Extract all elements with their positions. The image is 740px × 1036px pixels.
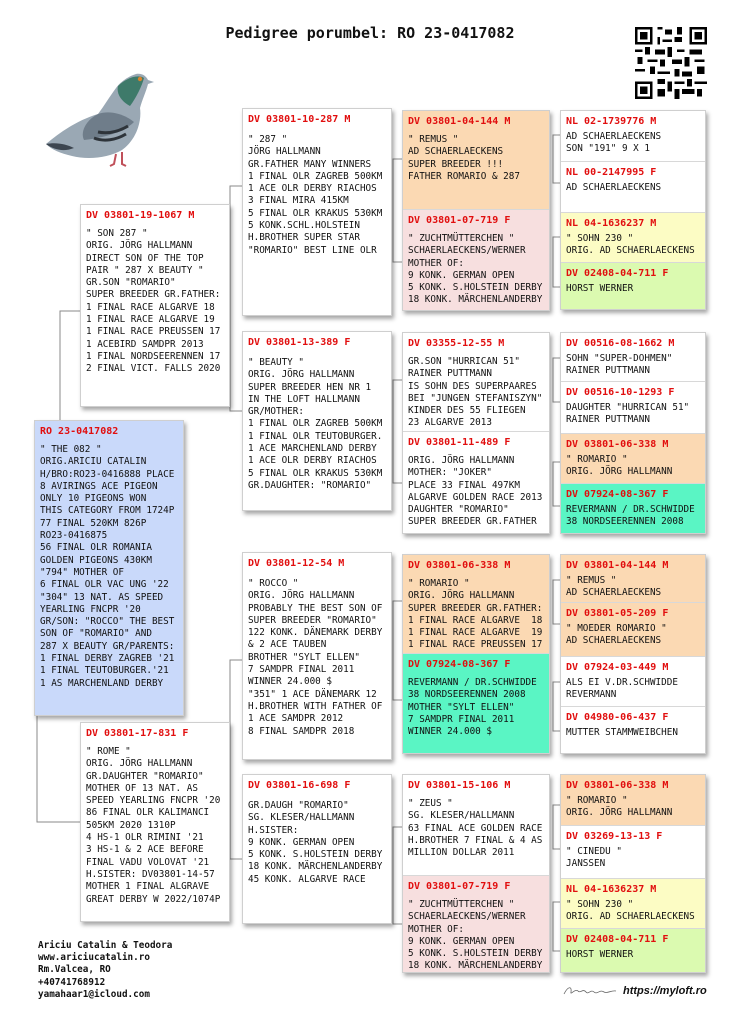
pigeon-details: SOHN "SUPER-DOHMEN" RAINER PUTTMANN (566, 353, 673, 377)
card-segment (561, 555, 705, 602)
card-segment (403, 333, 549, 431)
pigeon-details: AD SCHAERLAECKENS SON "191" 9 X 1 (566, 131, 662, 155)
card-segment (35, 421, 183, 716)
owner-contact (38, 940, 172, 1001)
card-segment (403, 431, 549, 534)
pigeon-details: DAUGHTER "HURRICAN 51" RAINER PUTTMANN (566, 402, 690, 426)
ring-number: DV 03801-19-1067 M (86, 210, 195, 221)
ring-number: RO 23-0417082 (40, 426, 119, 437)
pigeon-details: MUTTER STAMMWEIBCHEN (566, 727, 678, 738)
pedigree-card-grandparent[interactable] (242, 331, 392, 511)
pigeon-details: HORST WERNER (566, 949, 634, 960)
ring-number: DV 07924-03-449 M (566, 662, 669, 673)
pigeon-details: " ZUCHTMÜTTERCHEN " SCHAERLAECKENS/WERNER MOTHER OF: 9 KONK. GERMAN OPEN 5 KONK. S.HOLSTEIN DERBY 18 KONK. MÄRCHENLANDERBY (408, 899, 543, 972)
card-segment (561, 111, 705, 161)
ring-number: DV 03801-17-831 F (86, 728, 189, 739)
pigeon-details: " ROME " ORIG. JÖRG HALLMANN GR.DAUGHTER "ROMARIO" MOTHER OF 13 NAT. AS SPEED YEARLING FNCPR '20 86 FINAL OLR KALIMANCI 505KM 2020 1310P 4 HS-1 OLR RIMINI '21 3 HS-1 & 2 ACE BEFORE FINAL VADU VOLOVAT '21 H.SISTER: DV03801-14-57 MOTHER 1 FINAL ALGRAVE GREAT DERBY W 2022/1074P (86, 746, 221, 905)
pigeon-details: " THE 082 " ORIG.ARICIU CATALIN H/BRO:RO23-0416888 PLACE 8 AVIRINGS ACE PIGEON ONLY 10 PIGEONS WON THIS CATEGORY FROM 1724P 77 FINAL 520KM 826P RO23-0416875 56 FINAL OLR ROMANIA GOLDEN PIGEONS 430KM "794" MOTHER OF 6 FINAL OLR VAC UNG '22 "304" 13 NAT. AS SPEED YEARLING FNCPR '20 GR/SON: "ROCCO" THE BEST SON OF "ROMARIO" AND 287 X BEAUTY GR/PARENTS: 1 FINAL DERBY ZAGREB '21 1 FINAL TEUTOBURGER.'21 1 AS MARCHENLAND DERBY (40, 444, 175, 689)
pedigree-card-gg-grandparent-group[interactable] (560, 110, 706, 310)
pedigree-card-great-grandparent-pair[interactable] (402, 110, 550, 311)
ring-number: DV 02408-04-711 F (566, 934, 669, 945)
pedigree-card-grandparent[interactable] (242, 774, 392, 924)
card-segment (243, 775, 391, 924)
card-segment (561, 212, 705, 262)
pigeon-details: " REMUS " AD SCHAERLAECKENS (566, 575, 662, 599)
pigeon-details: " SOHN 230 " ORIG. AD SCHAERLAECKENS (566, 899, 695, 923)
card-segment (561, 878, 705, 928)
ring-number: DV 03801-05-209 F (566, 608, 669, 619)
pigeon-details: " ZEUS " SG. KLESER/HALLMANN 63 FINAL ACE GOLDEN RACE H.BROTHER 7 FINAL & 4 AS MILLION DOLLAR 2011 (408, 798, 543, 859)
card-segment (403, 209, 549, 311)
pigeon-details: " ROMARIO " ORIG. JÖRG HALLMANN (566, 795, 673, 819)
ring-number: DV 03801-15-106 M (408, 780, 511, 791)
ring-number: DV 03801-06-338 M (566, 780, 669, 791)
pigeon-details: " SON 287 " ORIG. JÖRG HALLMANN DIRECT SON OF THE TOP PAIR " 287 X BEAUTY " GR.SON "ROMARIO" SUPER BREEDER GR.FATHER: 1 FINAL RACE ALGARVE 18 1 FINAL RACE ALGARVE 19 1 FINAL RACE PREUSSEN 17 1 ACEBIRD SAMDPR 2013 1 FINAL NORDSEERENNEN 17 2 FINAL VICT. FALLS 2020 (86, 228, 221, 375)
ring-number: DV 00516-10-1293 F (566, 387, 675, 398)
ring-number: DV 03801-16-698 F (248, 780, 351, 791)
card-segment (561, 706, 705, 754)
card-segment (561, 656, 705, 706)
card-segment (243, 332, 391, 511)
card-segment (243, 553, 391, 760)
ring-number: DV 03801-06-338 M (566, 439, 669, 450)
card-segment (243, 109, 391, 316)
pigeon-details: GR.DAUGH "ROMARIO" SG. KLESER/HALLMANN H.SISTER: 9 KONK. GERMAN OPEN 5 KONK. S.HOLSTEIN DERBY 18 KONK. MÄRCHENLANDERBY 45 KONK. ALGARVE RACE (248, 800, 383, 885)
pigeon-details: " 287 " JÖRG HALLMANN GR.FATHER MANY WINNERS 1 FINAL OLR ZAGREB 500KM 1 ACE OLR DERBY RIACHOS 3 FINAL MIRA 415KM 5 FINAL OLR KRAKUS 530KM 5 KONK.SCHL.HOLSTEIN H.BROTHER SUPER STAR "ROMARIO" BEST LINE OLR (248, 134, 383, 256)
card-segment (403, 875, 549, 973)
card-segment (403, 775, 549, 875)
card-segment (561, 433, 705, 483)
page-title: Pedigree porumbel: RO 23-0417082 (225, 24, 515, 42)
card-segment (561, 928, 705, 973)
card-segment (403, 653, 549, 754)
pedigree-card-gg-grandparent-group[interactable] (560, 774, 706, 973)
card-segment (403, 111, 549, 209)
pigeon-details: REVERMANN / DR.SCHWIDDE 38 NORDSEERENNEN 2008 MOTHER "SYLT ELLEN" 7 SAMDPR FINAL 2011 WINNER 24.000 $ (408, 677, 537, 738)
card-segment (561, 262, 705, 310)
pigeon-details: ALS EI V.DR.SCHWIDDE REVERMANN (566, 677, 678, 701)
pigeon-details: REVERMANN / DR.SCHWIDDE 38 NORDSEERENNEN 2008 (566, 504, 695, 528)
signature-icon (562, 983, 618, 999)
ring-number: NL 02-1739776 M (566, 116, 657, 127)
pedigree-card-sire[interactable] (80, 204, 230, 407)
ring-number: NL 04-1636237 M (566, 884, 657, 895)
pigeon-details: GR.SON "HURRICAN 51" RAINER PUTTMANN IS SOHN DES SUPERPAARES BEI "JUNGEN STEFANISZYN" KINDER DES 55 FLIEGEN 23 ALGARVE 2013 (408, 356, 543, 429)
pigeon-details: " ZUCHTMÜTTERCHEN " SCHAERLAECKENS/WERNER MOTHER OF: 9 KONK. GERMAN OPEN 5 KONK. S.HOLSTEIN DERBY 18 KONK. MÄRCHENLANDERBY (408, 233, 543, 306)
pedigree-card-gg-grandparent-group[interactable] (560, 332, 706, 534)
pedigree-card-great-grandparent-pair[interactable] (402, 774, 550, 973)
pigeon-details: " MOEDER ROMARIO " AD SCHAERLAECKENS (566, 623, 667, 647)
ring-number: NL 04-1636237 M (566, 218, 657, 229)
owner-name: Ariciu Catalin & Teodora (38, 940, 173, 951)
ring-number: DV 03801-04-144 M (408, 116, 511, 127)
pigeon-details: HORST WERNER (566, 283, 634, 294)
pedigree-card-grandparent[interactable] (242, 108, 392, 316)
owner-location: Rm.Valcea, RO (38, 964, 111, 976)
pedigree-card-gg-grandparent-group[interactable] (560, 554, 706, 754)
ring-number: NL 00-2147995 F (566, 167, 657, 178)
owner-email[interactable]: yamahaar1@icloud.com (38, 988, 150, 1000)
pedigree-card-grandparent[interactable] (242, 552, 392, 760)
pigeon-details: ORIG. JÖRG HALLMANN MOTHER: "JOKER" PLACE 33 FINAL 497KM ALGARVE GOLDEN RACE 2013 DAUGHTER "ROMARIO" SUPER BREEDER GR.FATHER (408, 455, 543, 528)
website-link[interactable]: https://myloft.ro (623, 985, 707, 997)
pedigree-card-dam[interactable] (80, 722, 230, 922)
pigeon-details: AD SCHAERLAECKENS (566, 182, 662, 193)
pigeon-details: " REMUS " AD SCHAERLAECKENS SUPER BREEDER !!! FATHER ROMARIO & 287 (408, 134, 520, 182)
owner-phone: +40741768912 (38, 976, 106, 988)
card-segment (561, 381, 705, 433)
pedigree-card-great-grandparent-pair[interactable] (402, 554, 550, 754)
ring-number: DV 03801-07-719 F (408, 215, 511, 226)
ring-number: DV 07924-08-367 F (566, 489, 669, 500)
ring-number: DV 07924-08-367 F (408, 659, 511, 670)
ring-number: DV 03801-07-719 F (408, 881, 511, 892)
card-segment (561, 825, 705, 878)
ring-number: DV 02408-04-711 F (566, 268, 669, 279)
card-segment (81, 723, 229, 922)
ring-number: DV 03801-04-144 M (566, 560, 669, 571)
pedigree-card-great-grandparent-pair[interactable] (402, 332, 550, 534)
card-segment (561, 775, 705, 825)
card-segment (561, 333, 705, 381)
ring-number: DV 04980-06-437 F (566, 712, 669, 723)
card-segment (561, 161, 705, 212)
owner-website[interactable]: www.ariciucatalin.ro (38, 952, 150, 964)
ring-number: DV 03801-10-287 M (248, 114, 351, 125)
card-segment (81, 205, 229, 407)
ring-number: DV 03801-06-338 M (408, 560, 511, 571)
card-segment (561, 483, 705, 534)
pigeon-details: " SOHN 230 " ORIG. AD SCHAERLAECKENS (566, 233, 695, 257)
pigeon-details: " ROCCO " ORIG. JÖRG HALLMANN PROBABLY THE BEST SON OF SUPER BREEDER "ROMARIO" 122 KONK. DÄNEMARK DERBY & 2 ACE TAUBEN BROTHER "SYLT ELLEN" 7 SAMDPR FINAL 2011 WINNER 24.000 $ "351" 1 ACE DÄNEMARK 12 H.BROTHER WITH FATHER OF 1 ACE SAMDPR 2012 8 FINAL SAMDPR 2018 (248, 578, 383, 737)
ring-number: DV 03801-11-489 F (408, 437, 511, 448)
ring-number: DV 00516-08-1662 M (566, 338, 675, 349)
pigeon-details: " CINEDU " JANSSEN (566, 846, 622, 870)
card-segment (403, 555, 549, 653)
ring-number: DV 03801-13-389 F (248, 337, 351, 348)
card-segment (561, 602, 705, 656)
pedigree-card-main[interactable] (34, 420, 184, 716)
pigeon-details: " ROMARIO " ORIG. JÖRG HALLMANN (566, 454, 673, 478)
pigeon-details: " ROMARIO " ORIG. JÖRG HALLMANN SUPER BREEDER GR.FATHER: 1 FINAL RACE ALGARVE 18 1 FINAL RACE ALGARVE 19 1 FINAL RACE PREUSSEN 17 (408, 578, 543, 651)
ring-number: DV 03269-13-13 F (566, 831, 663, 842)
ring-number: DV 03801-12-54 M (248, 558, 345, 569)
pigeon-details: " BEAUTY " ORIG. JÖRG HALLMANN SUPER BREEDER HEN NR 1 IN THE LOFT HALLMANN GR/MOTHER: 1 FINAL OLR ZAGREB 500KM 1 FINAL OLR TEUTOBURGER. 1 ACE MARCHENLAND DERBY 1 ACE OLR DERBY RIACHOS 5 FINAL OLR KRAKUS 530KM GR.DAUGHTER: "ROMARIO" (248, 357, 383, 491)
ring-number: DV 03355-12-55 M (408, 338, 505, 349)
